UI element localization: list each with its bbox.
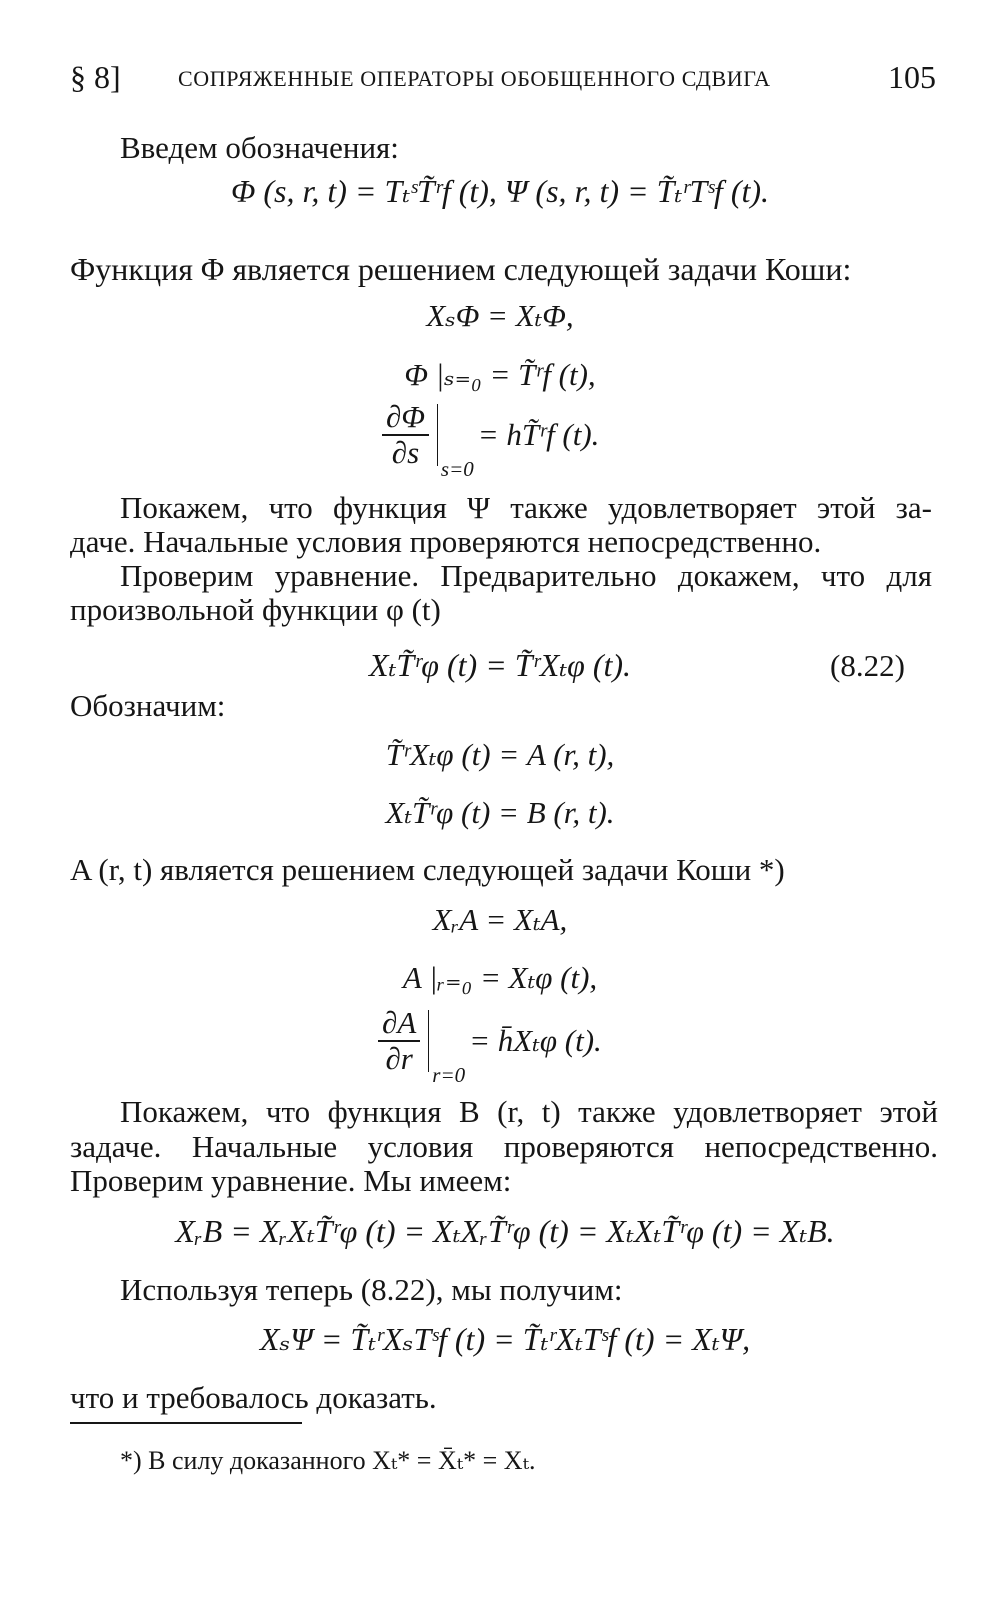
evaluation-subscript: r=0 [432, 1063, 466, 1088]
equation-8-22: XₜT̃ʳφ (t) = T̃ʳXₜφ (t). [368, 647, 632, 683]
paragraph-B-line2: задаче. Начальные условия проверяются непосредственно. [70, 1129, 938, 1164]
paragraph-psi-line2: даче. Начальные условия проверяются непосредственно. [70, 524, 822, 559]
footnote-text: *) В силу доказанного Xₜ* = X̄ₜ* = Xₜ. [120, 1446, 536, 1475]
fraction-numerator: ∂Φ [382, 400, 429, 436]
equation-cauchy-phi-1: XₛΦ = XₜΦ, [426, 298, 574, 333]
equation-XsPsi: XₛΨ = T̃ₜʳXₛTˢf (t) = T̃ₜʳXₜTˢf (t) = XₜΨ, [259, 1321, 751, 1357]
paragraph-B-line3: Проверим уравнение. Мы имеем: [70, 1163, 512, 1198]
paragraph-using: Используя теперь (8.22), мы получим: [120, 1272, 623, 1307]
equation-number-8-22: (8.22) [830, 648, 905, 683]
equation-cauchy-A-1: XᵣA = XₜA, [432, 902, 568, 937]
running-header-section: § 8] [70, 59, 121, 95]
fraction-denominator: ∂s [391, 435, 420, 470]
fraction-dphi-ds [382, 400, 429, 470]
footnote-rule [70, 1422, 302, 1424]
equation-rhs: = hT̃ʳf (t). [477, 417, 600, 452]
running-header-title: СОПРЯЖЕННЫЕ ОПЕРАТОРЫ ОБОБЩЕННОГО СДВИГА [178, 66, 771, 91]
fraction-dA-dr [378, 1006, 420, 1076]
evaluation-bar [428, 1010, 429, 1072]
equation-definitions: Φ (s, r, t) = TₜˢT̃ʳf (t), Ψ (s, r, t) = T̃ₜʳTˢf (t). [230, 173, 770, 209]
equation-define-B: XₜT̃ʳφ (t) = B (r, t). [385, 795, 615, 830]
paragraph-check-line1: Проверим уравнение. Предварительно докажем, что для [120, 558, 932, 593]
equation-XrB-chain: XᵣB = XᵣXₜT̃ʳφ (t) = XₜXᵣT̃ʳφ (t) = XₜXₜT̃ʳφ (t) = XₜB. [175, 1213, 835, 1249]
paragraph-qed: что и требовалось доказать. [70, 1380, 437, 1415]
equation-cauchy-A-2: A |ᵣ₌₀ = Xₜφ (t), [402, 960, 598, 995]
equation-cauchy-phi-2: Φ |ₛ₌₀ = T̃ʳf (t), [404, 357, 596, 392]
fraction-numerator: ∂A [378, 1006, 420, 1042]
paragraph-denote: Обозначим: [70, 688, 226, 723]
equation-cauchy-phi-3 [382, 400, 599, 482]
evaluation-subscript: s=0 [440, 457, 474, 482]
fraction-denominator: ∂r [385, 1041, 413, 1076]
equation-rhs: = h̄Xₜφ (t). [469, 1023, 602, 1058]
paragraph-intro: Введем обозначения: [120, 130, 399, 165]
evaluation-bar [437, 404, 438, 466]
paragraph-check-line2: произвольной функции φ (t) [70, 592, 441, 627]
paragraph-B-line1: Покажем, что функция B (r, t) также удовлетворяет этой [120, 1094, 938, 1129]
paragraph-cauchy-phi: Функция Φ является решением следующей задачи Коши: [70, 251, 852, 287]
paragraph-psi-line1: Покажем, что функция Ψ также удовлетворяет этой за- [120, 490, 932, 525]
page-number: 105 [888, 59, 936, 95]
equation-cauchy-A-3 [378, 1006, 602, 1088]
equation-define-A: T̃ʳXₜφ (t) = A (r, t), [385, 737, 615, 772]
paragraph-cauchy-A: A (r, t) является решением следующей задачи Коши *) [70, 852, 785, 887]
